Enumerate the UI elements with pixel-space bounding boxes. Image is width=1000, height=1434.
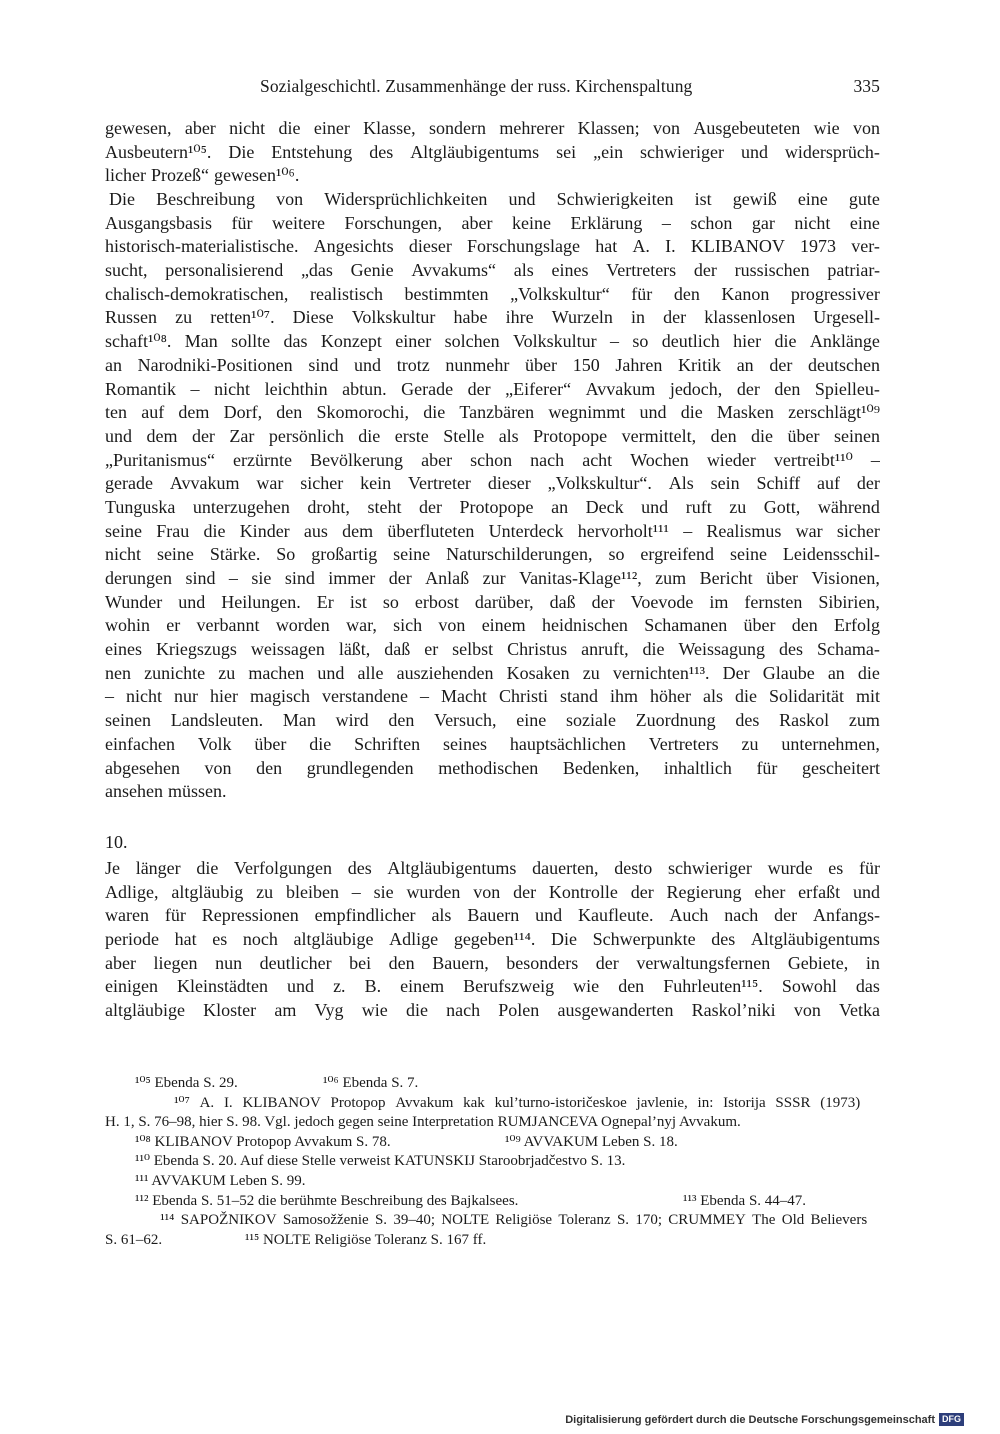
- paragraph-2: [105, 188, 880, 804]
- text-line: einigen Kleinstädten und z. B. einem Berufszweig wie den Fuhrleuten¹¹⁵. Sowohl das: [105, 976, 880, 997]
- text-line: Die Beschreibung von Widersprüchlichkeiten und Schwierigkeiten ist gewiß eine gute: [109, 189, 880, 209]
- running-head-title: Sozialgeschichtl. Zusammenhänge der russ. Kirchenspaltung: [260, 76, 693, 96]
- footnote-line: [105, 1113, 880, 1133]
- digitization-note: [565, 1413, 964, 1426]
- footnote-115: ¹¹⁵ NOLTE Religiöse Toleranz S. 167 ff.: [245, 1231, 487, 1248]
- text-line: an Narodniki-Positionen sind und trotz nunmehr über 150 Jahren Kritik an der deutschen: [105, 354, 880, 375]
- running-head: [105, 76, 880, 100]
- text-line: waren für Repressionen empfindlicher als Bauern und Kaufleute. Auch nach der Anfangs-: [105, 905, 880, 926]
- text-line: nen zunichte zu machen und alle ausziehenden Kosaken zu vernichten¹¹³. Der Glaube an die: [105, 662, 880, 683]
- text-line: sucht, personalisierend „das Genie Avvakums“ als eines Vertreters der russischen patriar-: [105, 260, 880, 281]
- footnote-line: [105, 1074, 880, 1094]
- text-line: Romantik – nicht leichthin abtun. Gerade der „Eiferer“ Avvakum jedoch, der den Spielleu-: [105, 378, 880, 399]
- text-line: eines Kriegszugs weissagen läßt, daß er selbst Christus anruft, die Weissagung des Schama-: [105, 639, 880, 660]
- footnote-106: ¹⁰⁶ Ebenda S. 7.: [323, 1075, 419, 1091]
- text-line: Russen zu retten¹⁰⁷. Diese Volkskultur habe ihre Wurzeln in der klassenlosen Urgesell-: [105, 307, 880, 328]
- footnote-line: [105, 1172, 880, 1192]
- text-line: Ausbeutern¹⁰⁵. Die Entstehung des Altgläubigentums sei „ein schwieriger und widersprüch-: [105, 141, 880, 162]
- dfg-logo-icon: DFG: [939, 1413, 964, 1426]
- footnote-111: ¹¹¹ AVVAKUM Leben S. 99.: [135, 1172, 306, 1189]
- text-line: abgesehen von den grundlegenden methodischen Bedenken, inhaltlich für gescheitert: [105, 757, 880, 778]
- text-line: seine Frau die Kinder aus dem überfluteten Unterdeck hervorholt¹¹¹ – Realismus war sicher: [105, 520, 880, 541]
- section-number: 10.: [105, 832, 128, 852]
- text-line: Je länger die Verfolgungen des Altgläubigentums dauerten, desto schwieriger wurde es für: [105, 858, 880, 878]
- footnote-line: ¹⁰⁷ A. I. KLIBANOV Protopop Avvakum kak kul’turno-istoričeskoe javlenie, in: Istorija SSSR (1973): [174, 1094, 861, 1111]
- paragraph-3: [105, 857, 880, 1023]
- footnote-114-continued: S. 61–62.: [105, 1231, 163, 1248]
- paragraph-1: [105, 117, 880, 188]
- footnote-112: ¹¹² Ebenda S. 51–52 die berühmte Beschreibung des Bajkalsees.: [135, 1192, 519, 1209]
- text-line: licher Prozeß“ gewesen¹⁰⁶.: [105, 165, 300, 186]
- text-line: einfachen Volk über die Schriften seines hauptsächlichen Vertreters zu unternehmen,: [105, 733, 880, 754]
- text-line: wohin er verbannt worden war, sich von einem heidnischen Schamanen über den Erfolg: [105, 615, 880, 636]
- digitization-text: Digitalisierung gefördert durch die Deutsche Forschungsgemeinschaft: [565, 1413, 935, 1426]
- text-line: Ausgangsbasis für weitere Forschungen, aber keine Erklärung – schon gar nicht eine: [105, 212, 880, 233]
- text-line: altgläubige Kloster am Vyg wie die nach Polen ausgewanderten Raskol’niki von Vetka: [105, 1000, 880, 1021]
- text-line: gerade Avvakum war sicher kein Vertreter dieser „Volkskultur“. Als sein Schiff auf der: [105, 473, 880, 494]
- text-line: Adlige, altgläubig zu bleiben – sie wurden von der Kontrolle der Regierung eher erfaßt und: [105, 881, 880, 902]
- footnote-line: [105, 1152, 880, 1172]
- footnote-line: ¹¹⁴ SAPOŽNIKOV Samosožženie S. 39–40; NOLTE Religiöse Toleranz S. 170; CRUMMEY The Old Believers: [160, 1212, 868, 1229]
- footnote-line: [105, 1192, 880, 1212]
- text-line: nicht seine Stärke. So großartig seine Naturschilderungen, so ergreifend seine Leidensschil-: [105, 544, 880, 565]
- text-line: gewesen, aber nicht die einer Klasse, sondern mehrerer Klassen; von Ausgebeuteten wie von: [105, 118, 880, 138]
- text-line: schaft¹⁰⁸. Man sollte das Konzept einer solchen Volkskultur – so deutlich hier die Anklänge: [105, 331, 880, 352]
- footnote-105: ¹⁰⁵ Ebenda S. 29.: [135, 1075, 238, 1091]
- page-number: 335: [853, 76, 880, 96]
- text-line: – nicht nur hier magisch verstandene – Macht Christi stand ihm höher als die Solidarität mit: [105, 686, 880, 707]
- footnote-113: ¹¹³ Ebenda S. 44–47.: [683, 1192, 807, 1209]
- text-line: derungen sind – sie sind immer der Anlaß zur Vanitas-Klage¹¹², zum Bericht über Visionen,: [105, 568, 880, 588]
- text-line: und dem der Zar persönlich die erste Stelle als Protopope vermittelt, den die über seinen: [105, 425, 880, 446]
- text-line: ansehen müssen.: [105, 781, 227, 802]
- footnote-109: ¹⁰⁹ AVVAKUM Leben S. 18.: [505, 1133, 678, 1150]
- text-line: historisch-materialistische. Angesichts dieser Forschungslage hat A. I. KLIBANOV 1973 ver-: [105, 236, 880, 257]
- text-line: „Puritanismus“ erzürnte Bevölkerung aber schon nach acht Wochen wieder vertreibt¹¹⁰ –: [105, 449, 880, 470]
- text-line: seinen Landsleuten. Man wird den Versuch, eine soziale Zuordnung des Raskol zum: [105, 710, 880, 731]
- text-line: ten auf dem Dorf, den Skomorochi, die Tanzbären wegnimmt und die Masken zerschlägt¹⁰⁹: [105, 402, 880, 423]
- text-line: chalisch-demokratischen, realistisch bestimmten „Volkskultur“ für den Kanon progressiver: [105, 283, 880, 304]
- text-line: Wunder und Heilungen. Er ist so erbost darüber, daß der Voevode im fernsten Sibirien,: [105, 591, 880, 612]
- text-line: periode hat es noch altgläubige Adlige gegeben¹¹⁴. Die Schwerpunkte des Altgläubigentums: [105, 929, 880, 950]
- footnote-line: [105, 1133, 880, 1153]
- text-line: Tunguska unterzugehen droht, steht der Protopope an Deck und ruft zu Gott, während: [105, 496, 880, 517]
- footnotes: [105, 1074, 880, 1250]
- footnote-107-continued: H. 1, S. 76–98, hier S. 98. Vgl. jedoch gegen seine Interpretation RUMJANCEVA Ognepal’nyj Avvakum.: [105, 1114, 741, 1131]
- footnote-line: [105, 1231, 880, 1251]
- footnote-110: ¹¹⁰ Ebenda S. 20. Auf diese Stelle verweist KATUNSKIJ Staroobrjadčestvo S. 13.: [135, 1153, 626, 1170]
- footnote-108: ¹⁰⁸ KLIBANOV Protopop Avvakum S. 78.: [135, 1133, 391, 1150]
- text-line: aber liegen nun deutlicher bei den Bauern, besonders der verwaltungsfernen Gebiete, in: [105, 952, 880, 973]
